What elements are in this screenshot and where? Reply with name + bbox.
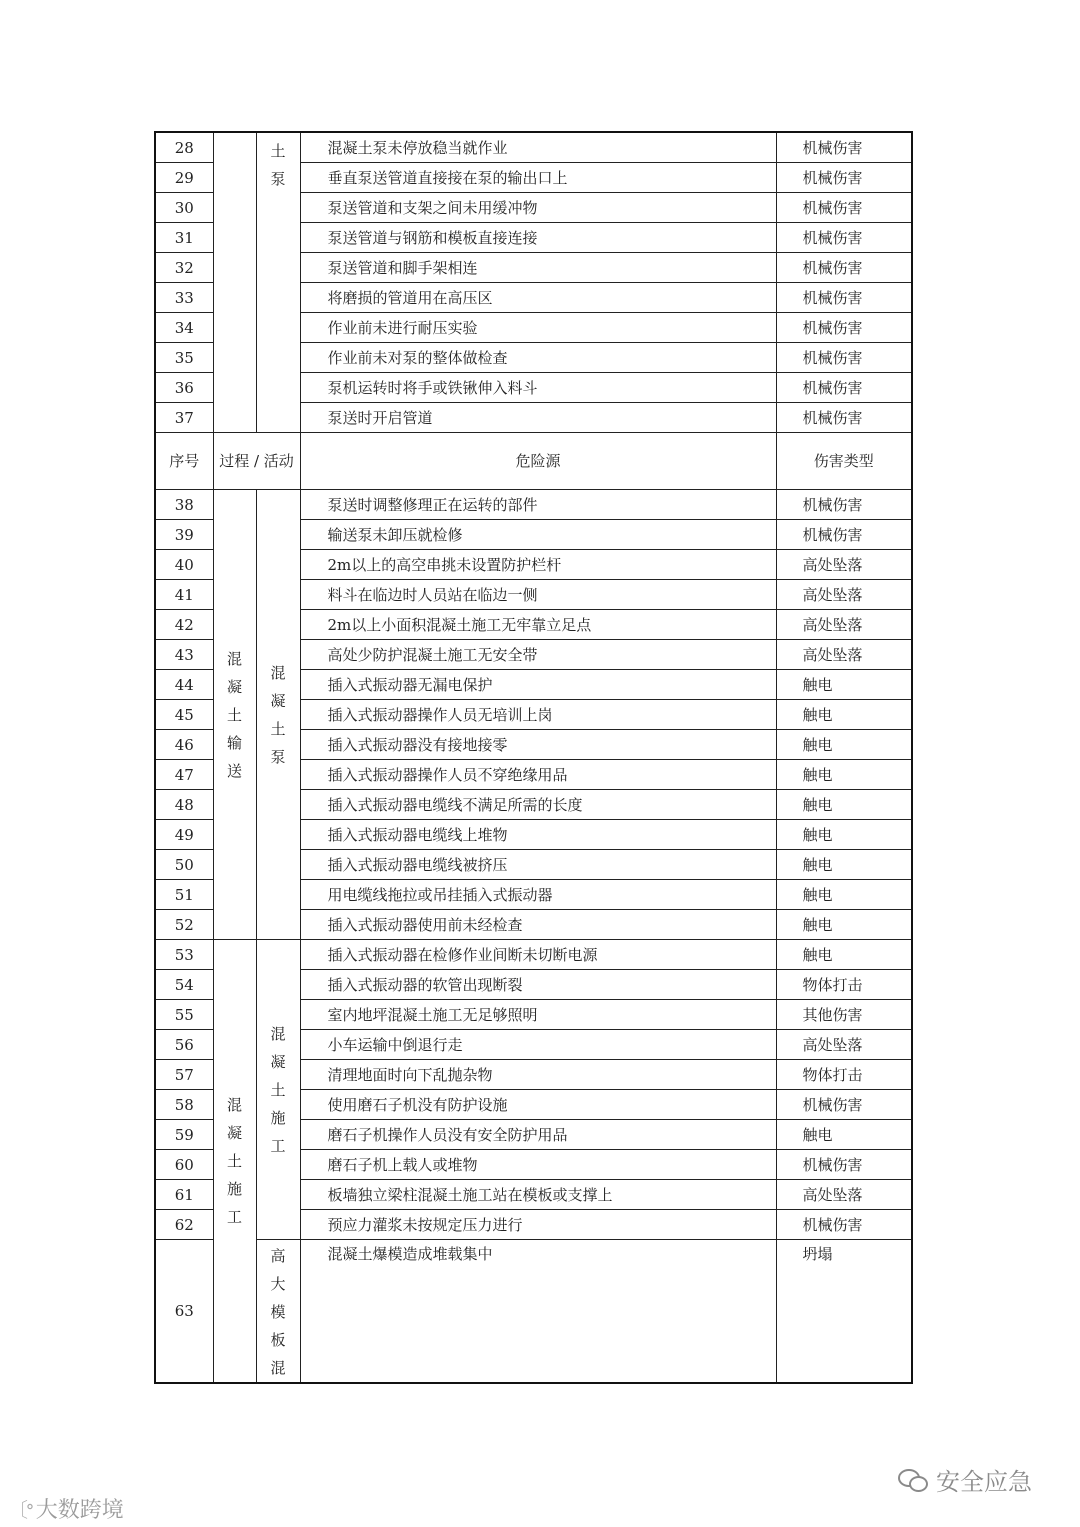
activity-cell-char: 高 <box>270 1247 286 1265</box>
hazard-cell: 垂直泵送管道直接接在泵的输出口上 <box>300 163 776 193</box>
activity-cell-char: 模 <box>270 1303 286 1321</box>
row-number: 37 <box>155 403 213 433</box>
activity-cell-char: 土 <box>270 142 286 160</box>
hazard-cell: 泵送管道与钢筋和模板直接连接 <box>300 223 776 253</box>
row-number: 32 <box>155 253 213 283</box>
injury-type-cell: 触电 <box>776 1120 912 1150</box>
table-row <box>155 132 912 163</box>
injury-type-cell: 触电 <box>776 850 912 880</box>
activity-cell-char: 泵 <box>270 747 286 766</box>
hazard-cell: 插入式振动器没有接地接零 <box>300 730 776 760</box>
process-cell-char: 送 <box>226 761 242 780</box>
injury-type-cell: 机械伤害 <box>776 520 912 550</box>
row-number: 29 <box>155 163 213 193</box>
table-header-row <box>155 433 912 490</box>
process-cell-char: 土 <box>226 1152 242 1170</box>
injury-type-cell: 机械伤害 <box>776 313 912 343</box>
hazard-cell: 高处少防护混凝土施工无安全带 <box>300 640 776 670</box>
row-number: 44 <box>155 670 213 700</box>
row-number: 41 <box>155 580 213 610</box>
hazard-cell: 混凝土爆模造成堆载集中 <box>300 1240 776 1384</box>
hazard-cell: 插入式振动器操作人员不穿绝缘用品 <box>300 760 776 790</box>
injury-type-cell: 触电 <box>776 760 912 790</box>
row-number: 62 <box>155 1210 213 1240</box>
process-cell <box>213 132 256 433</box>
watermark-left <box>8 1493 124 1524</box>
hazard-cell: 泵送时调整修理正在运转的部件 <box>300 490 776 520</box>
injury-type-cell: 触电 <box>776 790 912 820</box>
injury-type-cell: 坍塌 <box>776 1240 912 1384</box>
hazard-cell: 泵送时开启管道 <box>300 403 776 433</box>
hazard-cell: 作业前未对泵的整体做检查 <box>300 343 776 373</box>
injury-type-cell: 高处坠落 <box>776 1180 912 1210</box>
hazard-cell: 插入式振动器电缆线不满足所需的长度 <box>300 790 776 820</box>
injury-type-cell: 触电 <box>776 670 912 700</box>
row-number: 36 <box>155 373 213 403</box>
row-number: 46 <box>155 730 213 760</box>
wechat-icon <box>898 1467 928 1493</box>
hazard-cell: 2m以上的高空串挑未设置防护栏杆 <box>300 550 776 580</box>
row-number: 40 <box>155 550 213 580</box>
process-cell-char: 凝 <box>226 677 242 696</box>
injury-type-cell: 触电 <box>776 880 912 910</box>
process-cell <box>213 940 256 1384</box>
activity-cell-char: 泵 <box>270 170 286 188</box>
table-row <box>155 490 912 520</box>
header-no: 序号 <box>155 433 213 490</box>
header-type: 伤害类型 <box>776 433 912 490</box>
hazard-cell: 作业前未进行耐压实验 <box>300 313 776 343</box>
injury-type-cell: 高处坠落 <box>776 580 912 610</box>
hazard-cell: 输送泵未卸压就检修 <box>300 520 776 550</box>
injury-type-cell: 机械伤害 <box>776 1150 912 1180</box>
injury-type-cell: 物体打击 <box>776 970 912 1000</box>
watermark-right <box>898 1462 1032 1497</box>
row-number: 60 <box>155 1150 213 1180</box>
injury-type-cell: 触电 <box>776 910 912 940</box>
row-number: 28 <box>155 132 213 163</box>
row-number: 42 <box>155 610 213 640</box>
activity-cell <box>256 940 300 1240</box>
process-cell-char: 混 <box>226 649 242 668</box>
process-cell <box>213 490 256 940</box>
hazard-cell: 插入式振动器电缆线上堆物 <box>300 820 776 850</box>
row-number: 34 <box>155 313 213 343</box>
hazard-cell: 清理地面时向下乱抛杂物 <box>300 1060 776 1090</box>
injury-type-cell: 机械伤害 <box>776 253 912 283</box>
row-number: 52 <box>155 910 213 940</box>
injury-type-cell: 机械伤害 <box>776 223 912 253</box>
header-process: 过程 / 活动 <box>213 433 300 490</box>
hazard-cell: 插入式振动器的软管出现断裂 <box>300 970 776 1000</box>
hazard-cell: 磨石子机操作人员没有安全防护用品 <box>300 1120 776 1150</box>
injury-type-cell: 触电 <box>776 700 912 730</box>
hazard-cell: 2m以上小面积混凝土施工无牢靠立足点 <box>300 610 776 640</box>
hazard-cell: 插入式振动器操作人员无培训上岗 <box>300 700 776 730</box>
hazard-cell: 混凝土泵未停放稳当就作业 <box>300 132 776 163</box>
hazard-cell: 插入式振动器在检修作业间断未切断电源 <box>300 940 776 970</box>
hazard-cell: 磨石子机上载人或堆物 <box>300 1150 776 1180</box>
activity-cell <box>256 490 300 940</box>
injury-type-cell: 触电 <box>776 820 912 850</box>
injury-type-cell: 机械伤害 <box>776 1210 912 1240</box>
activity-cell-char: 混 <box>270 1359 286 1377</box>
activity-cell-char: 施 <box>270 1108 286 1127</box>
row-number: 43 <box>155 640 213 670</box>
row-number: 45 <box>155 700 213 730</box>
row-number: 35 <box>155 343 213 373</box>
hazard-cell: 泵机运转时将手或铁锹伸入料斗 <box>300 373 776 403</box>
injury-type-cell: 高处坠落 <box>776 1030 912 1060</box>
row-number: 39 <box>155 520 213 550</box>
row-number: 63 <box>155 1240 213 1384</box>
hazard-cell: 插入式振动器电缆线被挤压 <box>300 850 776 880</box>
injury-type-cell: 机械伤害 <box>776 403 912 433</box>
row-number: 49 <box>155 820 213 850</box>
process-cell-char: 工 <box>226 1208 242 1226</box>
row-number: 53 <box>155 940 213 970</box>
injury-type-cell: 物体打击 <box>776 1060 912 1090</box>
hazard-cell: 泵送管道和支架之间未用缓冲物 <box>300 193 776 223</box>
row-number: 48 <box>155 790 213 820</box>
hazard-cell: 插入式振动器无漏电保护 <box>300 670 776 700</box>
activity-cell-char: 混 <box>270 663 286 682</box>
hazard-cell: 插入式振动器使用前未经检查 <box>300 910 776 940</box>
injury-type-cell: 触电 <box>776 730 912 760</box>
row-number: 51 <box>155 880 213 910</box>
injury-type-cell: 机械伤害 <box>776 1090 912 1120</box>
activity-cell <box>256 132 300 433</box>
row-number: 57 <box>155 1060 213 1090</box>
row-number: 31 <box>155 223 213 253</box>
hazard-cell: 预应力灌浆未按规定压力进行 <box>300 1210 776 1240</box>
injury-type-cell: 机械伤害 <box>776 163 912 193</box>
watermark-logo-icon: 〔ᐤ <box>8 1498 32 1522</box>
row-number: 50 <box>155 850 213 880</box>
injury-type-cell: 高处坠落 <box>776 610 912 640</box>
watermark-right-text: 安全应急 <box>936 1468 1032 1496</box>
injury-type-cell: 其他伤害 <box>776 1000 912 1030</box>
activity-cell-char: 工 <box>270 1136 286 1155</box>
injury-type-cell: 高处坠落 <box>776 550 912 580</box>
row-number: 38 <box>155 490 213 520</box>
row-number: 47 <box>155 760 213 790</box>
activity-cell <box>256 1240 300 1384</box>
process-cell-char: 施 <box>226 1180 242 1198</box>
row-number: 30 <box>155 193 213 223</box>
process-cell-char: 混 <box>226 1096 242 1114</box>
hazard-cell: 用电缆线拖拉或吊挂插入式振动器 <box>300 880 776 910</box>
injury-type-cell: 机械伤害 <box>776 193 912 223</box>
hazard-cell: 室内地坪混凝土施工无足够照明 <box>300 1000 776 1030</box>
activity-cell-char: 混 <box>270 1024 286 1043</box>
activity-cell-char: 土 <box>270 1080 286 1099</box>
row-number: 58 <box>155 1090 213 1120</box>
hazard-cell: 小车运输中倒退行走 <box>300 1030 776 1060</box>
row-number: 55 <box>155 1000 213 1030</box>
process-cell-char: 土 <box>226 705 242 724</box>
hazard-cell: 板墙独立梁柱混凝土施工站在模板或支撑上 <box>300 1180 776 1210</box>
injury-type-cell: 高处坠落 <box>776 640 912 670</box>
hazard-cell: 使用磨石子机没有防护设施 <box>300 1090 776 1120</box>
activity-cell-char: 凝 <box>270 1052 286 1071</box>
injury-type-cell: 机械伤害 <box>776 283 912 313</box>
watermark-left-text: 大数跨境 <box>35 1498 124 1523</box>
row-number: 54 <box>155 970 213 1000</box>
header-hazard: 危险源 <box>300 433 776 490</box>
table-row <box>155 940 912 970</box>
hazard-cell: 料斗在临边时人员站在临边一侧 <box>300 580 776 610</box>
row-number: 33 <box>155 283 213 313</box>
activity-cell-char: 凝 <box>270 691 286 710</box>
row-number: 59 <box>155 1120 213 1150</box>
process-cell-char: 输 <box>226 733 242 752</box>
injury-type-cell: 机械伤害 <box>776 373 912 403</box>
injury-type-cell: 机械伤害 <box>776 490 912 520</box>
hazard-table <box>154 131 913 1384</box>
hazard-cell: 将磨损的管道用在高压区 <box>300 283 776 313</box>
row-number: 61 <box>155 1180 213 1210</box>
row-number: 56 <box>155 1030 213 1060</box>
injury-type-cell: 触电 <box>776 940 912 970</box>
injury-type-cell: 机械伤害 <box>776 343 912 373</box>
table-row <box>155 1240 912 1384</box>
process-cell-char: 凝 <box>226 1124 242 1142</box>
activity-cell-char: 大 <box>270 1275 286 1293</box>
hazard-cell: 泵送管道和脚手架相连 <box>300 253 776 283</box>
injury-type-cell: 机械伤害 <box>776 132 912 163</box>
activity-cell-char: 板 <box>270 1331 286 1349</box>
activity-cell-char: 土 <box>270 719 286 738</box>
